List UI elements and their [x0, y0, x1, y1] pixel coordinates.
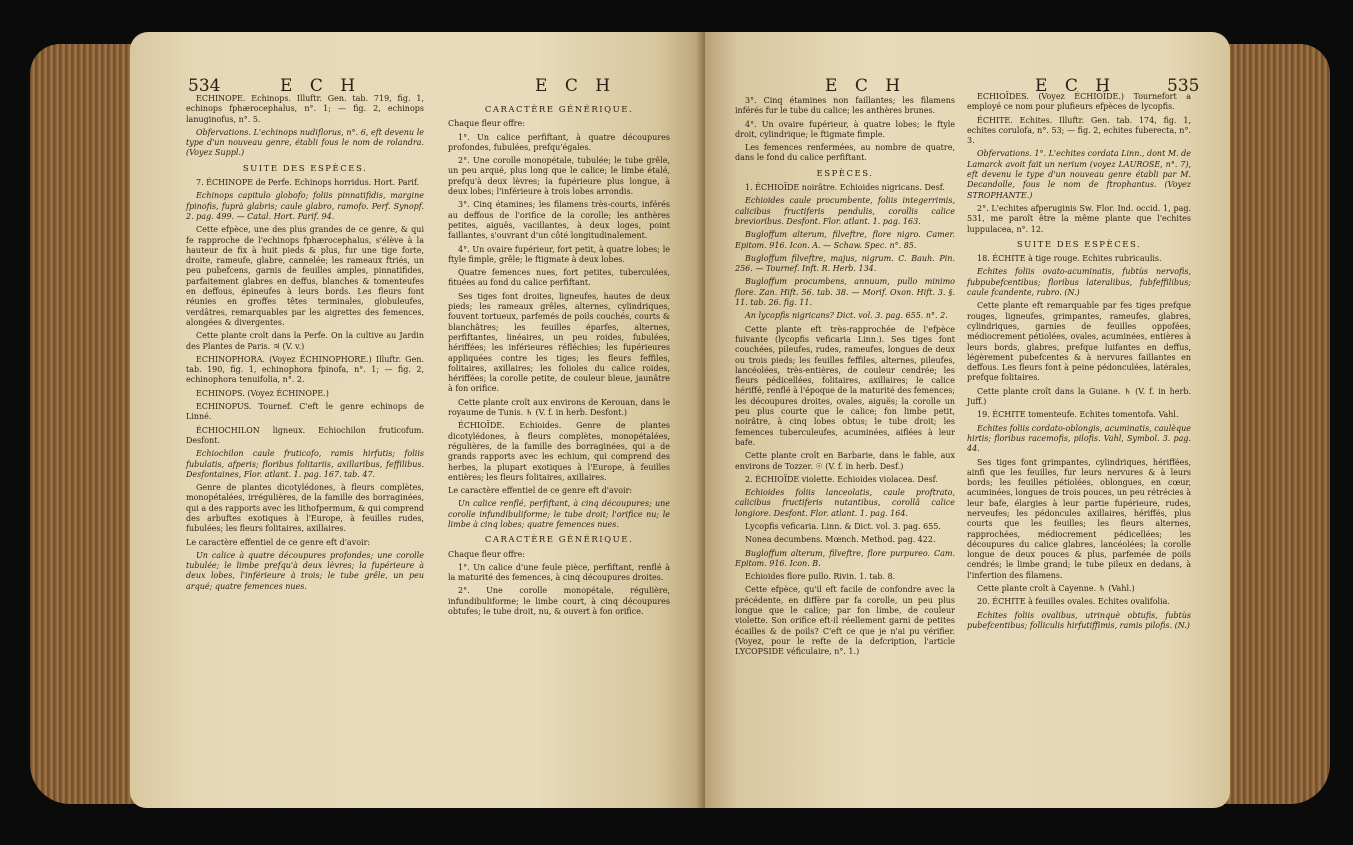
paragraph: An lycopfis nigricans? Dict. vol. 3. pag. 655. n°. 2. [745, 311, 948, 321]
paragraph: 2°. L'echites afperuginis Sw. Flor. Ind. occid. 1, pag. 531, me paroît être la même plante que l'echites luppulacea, n°. 12. [967, 203, 1191, 234]
paragraph: Bugloffum filveftre, majus, nigrum. C. Bauh. Pin. 256. — Tournef. Inft. R. Herb. 134. [735, 253, 955, 274]
paragraph: Cette plante croît dans la Perfe. On la cultive au Jardin des Plantes de Paris. ♃ (V. v.) [186, 331, 424, 351]
right-page [705, 32, 1230, 808]
right-page-number: 535 [1167, 76, 1200, 96]
paragraph: Cette plante croît à Cayenne. ♄ (Vahl.) [977, 584, 1135, 594]
paragraph: Le caractère effentiel de ce genre eft d'avoir: [448, 486, 633, 496]
paragraph: Cette plante croît aux environs de Kerouan, dans le royaume de Tunis. ♄ (V. f. in herb. Desfont.) [448, 397, 670, 418]
paragraph: CARACTÈRE GÉNÉRIQUE. [484, 535, 634, 546]
paragraph: SUITE DES ESPÈCES. [1016, 239, 1142, 250]
paragraph: Nonea decumbens. Mœnch. Method. pag. 422. [745, 535, 936, 545]
paragraph: Echites foliis cordato-oblongis, acuminatis, caulèque hirtis; floribus racemofis, pilofis. Vahl, Symbol. 3. pag. 44. [967, 423, 1191, 454]
paragraph: 1°. Un calice perfiftant, à quatre découpures profondes, fubulées, prefqu'égales. [448, 132, 670, 152]
paragraph: 20. ÉCHITE à feuilles ovales. Echites ovalifolia. [977, 597, 1170, 607]
paragraph: Cette plante croît en Barbarie, dans le fable, aux environs de Tozzer. ☉ (V. f. in herb. Desf.) [735, 451, 955, 471]
paragraph: 2. ÉCHIOÏDE violette. Echioides violacea. Desf. [745, 474, 938, 484]
left-column-2 [448, 100, 670, 620]
paragraph: Echioides caule procumbente, foliis integerrimis, calicibus fructiferis pendulis, corollis calice brevioribus. Desfont. Flor. atlant. 1. pag. 163. [735, 196, 955, 226]
left-column-1 [186, 94, 424, 595]
paragraph: Quatre femences nues, fort petites, tuberculées, fituées au fond du calice perfiftant. [448, 268, 670, 288]
paragraph: ÉCHIOCHILON ligneux. Echiochilon fruticofum. Desfont. [186, 425, 424, 445]
paragraph: Echiochilon caule fruticofo, ramis hirfutis; foliis fubulatis, afperis; floribus folitariis, axillaribus, feffilibus. Desfontaines, Flor. atlant. 1. pag. 167. tab. 47. [186, 449, 424, 479]
paragraph: Un calice à quatre découpures profondes; une corolle tubulée; le limbe prefqu'à deux lèvres; la fupérieure à deux lobes, l'inférieure à trois; le tube grêle, un peu arqué; quatre femences nues. [186, 550, 424, 591]
left-running-head-1: E C H [280, 76, 362, 96]
paragraph: ÉCHITE. Echites. Illuftr. Gen. tab. 174, fig. 1, echites corulofa, n°. 53; — fig. 2, echites fuberecta, n°. 3. [967, 115, 1191, 146]
paragraph: Ses tiges font droites, ligneufes, hautes de deux pieds; les rameaux grêles, alternes, cylindriques, fouvent tortueux, parfemés de poils couchés, courts & blanchâtres; les feuilles éparfes, alternes, perfiftantes, linéaires, un peu roides, fubulées, hériffées; les inférieures réfléchies; les fupérieures appliquées contre les tiges; les fleurs feffiles, folitaires, axillaires; les folioles du calice roides, hériffées; la corolle petite, de couleur bleue, jaunâtre à fon orifice. [448, 291, 670, 394]
left-page-number: 534 [188, 76, 221, 96]
left-running-head-2: E C H [535, 76, 617, 96]
paragraph: 1. ÉCHIOÏDE noirâtre. Echioides nigricans. Desf. [745, 183, 945, 193]
paragraph: ECHINOPS. (Voyez ÉCHINOPE.) [196, 388, 329, 398]
paragraph: Echites foliis ovalibus, utrinquè obtufis, fubtùs pubefcentibus; folliculis hirfutiffimis, ramis pilofis. (N.) [967, 610, 1191, 630]
paragraph: ECHIOÏDES. (Voyez ÉCHIOÏDE.) Tournefort a employé ce nom pour plufieurs efpèces de lycopfis. [967, 92, 1191, 112]
paragraph: Un calice renflé, perfiftant, à cinq découpures; une corolle infundibuliforme; le tube droit; l'orifice nu; le limbe à cinq lobes; quatre femences nues. [448, 499, 670, 529]
left-page [130, 32, 705, 808]
paragraph: Obfervations. 1°. L'echites cordata Linn., dont M. de Lamarck avoit fait un nerium (voyez LAUROSE, n°. 7), eft devenu le type d'un nouveau genre établi par M. Decandolle, fous le nom de ftrophantus. (Voyez STROPHANTE.) [967, 149, 1191, 200]
paragraph: Bugloffum alterum, filveftre, flore purpureo. Cam. Epitom. 916. Icon. B. [735, 548, 955, 568]
paragraph: 18. ÉCHITE à tige rouge. Echites rubricaulis. [977, 254, 1162, 264]
right-running-head-2: E C H [1035, 76, 1117, 96]
paragraph: ECHINOPHORA. (Voyez ÉCHINOPHORE.) Illuftr. Gen. tab. 190, fig. 1, echinophora fpinofa, n°. 1; — fig. 2, echinophora tenuifolia, n°. 2. [186, 354, 424, 385]
paragraph: 1°. Un calice d'une feule pièce, perfiftant, renflé à la maturité des femences, à cinq découpures droites. [448, 562, 670, 583]
paragraph: ECHINOPE. Echinops. Illuftr. Gen. tab. 719, fig. 1, echinops fphærocephalus, n°. 1; — fig. 2, echinops lanuginofus, n°. 5. [186, 94, 424, 124]
right-running-head-1: E C H [825, 76, 907, 96]
paragraph: Echioides flore pullo. Rivin. 1. tab. 8. [745, 572, 896, 582]
paragraph: ÉCHIOÏDE. Echioides. Genre de plantes dicotylédones, à fleurs complètes, monopétalées, régulières, de la famille des borraginées, qui a de grands rapports avec les echium, qui comprend des herbes, la plupart exotiques à l'Europe, à feuilles entières; les fleurs folitaires, axillaires. [448, 421, 670, 482]
paragraph: Echinops capitulo globofo; foliis pinnatifidis, margine fpinofis, fuprà glabris; caule glabro, ramofo. Perf. Synopf. 2. pag. 499. — Catal. Hort. Parif. 94. [186, 191, 424, 221]
paragraph: ECHINOPUS. Tournef. C'eft le genre echinops de Linné. [186, 402, 424, 422]
paragraph: Chaque fleur offre: [448, 549, 525, 559]
paragraph: CARACTÈRE GÉNÉRIQUE. [484, 105, 634, 115]
paragraph: 3°. Cinq étamines non faillantes; les filamens inférés fur le tube du calice; les anthères brunes. [735, 96, 955, 116]
paragraph: 4°. Un ovaire fupérieur, à quatre lobes; le ftyle droit, cylindrique; le ftigmate fimple. [735, 119, 955, 139]
paragraph: Echites foliis ovato-acuminatis, fubtùs nervofis, fubpubefcentibus; floribus lateralibus, fubfeffilibus; caule fcandente, rubro. (N.) [967, 267, 1191, 298]
paragraph: 2°. Une corolle monopétale, tubulée; le tube grêle, un peu arqué, plus long que le calice; le limbe étalé, prefqu'à deux lèvres; la fupérieure plus longue, à deux lobes; l'inférieure à trois lobes arrondis. [448, 156, 670, 197]
paragraph: Cette plante croît dans la Guiane. ♄ (V. f. in herb. Juff.) [967, 386, 1191, 407]
page-edges-right [1220, 44, 1330, 804]
open-book [30, 14, 1330, 814]
right-column-1 [735, 96, 955, 661]
paragraph: 7. ÉCHINOPE de Perfe. Echinops horridus. Hort. Parif. [196, 178, 420, 188]
paragraph: Le caractère effentiel de ce genre eft d'avoir: [186, 537, 371, 547]
paragraph: Lycopfis veficaria. Linn. & Dict. vol. 3. pag. 655. [745, 521, 941, 531]
paragraph: Genre de plantes dicotylédones, à fleurs complètes, monopétalées, irrégulières, de la famille des borraginées, qui a des rapports avec les lithofpermum, & qui comprend des arbuftes exotiques à l'Europe, à feuilles rudes, fubulées; les fleurs folitaires, axillaires. [186, 483, 424, 534]
paragraph: Cette efpèce, une des plus grandes de ce genre, & qui fe rapproche de l'echinops fphærocephalus, s'élève à la hauteur de fix à huit pieds & plus, fur une tige forte, droite, rameufe, glabre, cannelée; les rameaux ftriés, un peu pubefcens, garnis de feuilles amples, pinnatifides, parfaitement glabres en deffus, blanches & tomenteufes en deffous, épineufes à leurs bords. Les fleurs font réunies en groffes têtes terminales, globuleufes, verdâtres, remarquables par les aigrettes des femences, alongées & divergentes. [186, 225, 424, 327]
paragraph: Ses tiges font grimpantes, cylindriques, hériffées, ainfi que les feuilles, fur leurs nervures & à leurs bords; les feuilles pétiolées, oblongues, en cœur, acuminées, longues de trois pouces, un peu rétrécies à leur bafe, élargies à leur partie fupérieure, rudes, nerveufes; les pédoncules axillaires, hériffés, plus courts que les feuilles; les fleurs alternes, rapprochées, médiocrement pédicellées; les découpures du calice glabres, lancéolées; la corolle longue de deux pouces & plus, parfemée de poils cendrés; le limbe grand; le tube pileux en dedans, à l'infertion des filamens. [967, 457, 1191, 580]
paragraph: 19. ÉCHITE tomenteufe. Echites tomentofa. Vahl. [977, 410, 1179, 420]
paragraph: Bugloffum procumbens, annuum, pullo minimo flore. Zan. Hift. 56. tab. 38. — Morif. Oxon. Hift. 3. §. 11. tab. 26. fig. 11. [735, 277, 955, 308]
paragraph: Echioides foliis lanceolatis, caule proftrato, calicibus fructiferis nutantibus, corollâ calice longiore. Desfont. Flor. atlant. 1. pag. 164. [735, 488, 955, 518]
paragraph: Cette plante eft remarquable par fes tiges prefque rouges, ligneufes, grimpantes, rameufes, glabres, cylindriques, garnies de feuilles oppofées, médiocrement pétiolées, ovales, acuminées, entières à leurs bords, glabres, prefque luifantes en deffus, légèrement pubefcentes & à nervures faillantes en deffous. Les fleurs font à peine pédonculées, latérales, prefque folitaires. [967, 301, 1191, 383]
paragraph: ESPÈCES. [816, 168, 874, 179]
paragraph: Bugloffum alterum, filveftre, flore nigro. Camer. Epitom. 916. Icon. A. — Schaw. Spec. n°. 85. [735, 230, 955, 250]
paragraph: SUITE DES ESPÈCES. [242, 163, 368, 174]
paragraph: Cette efpèce, qu'il eft facile de confondre avec la précédente, en diffère par fa corolle, un peu plus longue que le calice; par fon limbe, de couleur violette. Son orifice eft-il réellement garni de petites écailles & de poils? C'eft ce que je n'ai pu vérifier. (Voyez, pour le refte de la defcription, l'article LYCOPSIDE véficulaire, n°. 1.) [735, 585, 955, 657]
paragraph: Obfervations. L'echinops nudiflorus, n°. 6, eft devenu le type d'un nouveau genre, établi fous le nom de rolandra. (Voyez Suppl.) [186, 127, 424, 158]
paragraph: Cette plante eft très-rapprochée de l'efpèce fuivante (lycopfis veficaria Linn.). Ses tiges font couchées, pileufes, rudes, rameufes, longues de deux ou trois pieds; les feuilles feffiles, alternes, pileufes, lancéolées, très-entières, de couleur cendrée; les fleurs pédicellées, folitaires, axillaires; le calice hériffé, renflé à l'époque de la maturité des femences; les découpures droites, ovales, aiguës; la corolle un peu plus courte que le calice; fon limbe petit, noirâtre, à cinq lobes obtus; le tube droit; les femences tuberculeufes, acuminées, aiflées à leur bafe. [735, 324, 955, 447]
paragraph: Les femences renfermées, au nombre de quatre, dans le fond du calice perfiftant. [735, 143, 955, 163]
right-column-2 [967, 92, 1191, 634]
paragraph: 2°. Une corolle monopétale, régulière, infundibuliforme; le limbe court, à cinq découpures obtufes; le tube droit, nu, & ouvert à fon orifice. [448, 586, 670, 617]
paragraph: 3°. Cinq étamines; les filamens très-courts, inférés au deffous de l'orifice de la corolle; les anthères petites, aiguës, vacillantes, à deux loges, point faillantes, s'ouvrant d'un côté longitudinalement. [448, 200, 670, 241]
paragraph: 4°. Un ovaire fupérieur, fort petit, à quatre lobes; le ftyle fimple, grêle; le ftigmate à deux lobes. [448, 244, 670, 264]
paragraph: Chaque fleur offre: [448, 119, 525, 129]
